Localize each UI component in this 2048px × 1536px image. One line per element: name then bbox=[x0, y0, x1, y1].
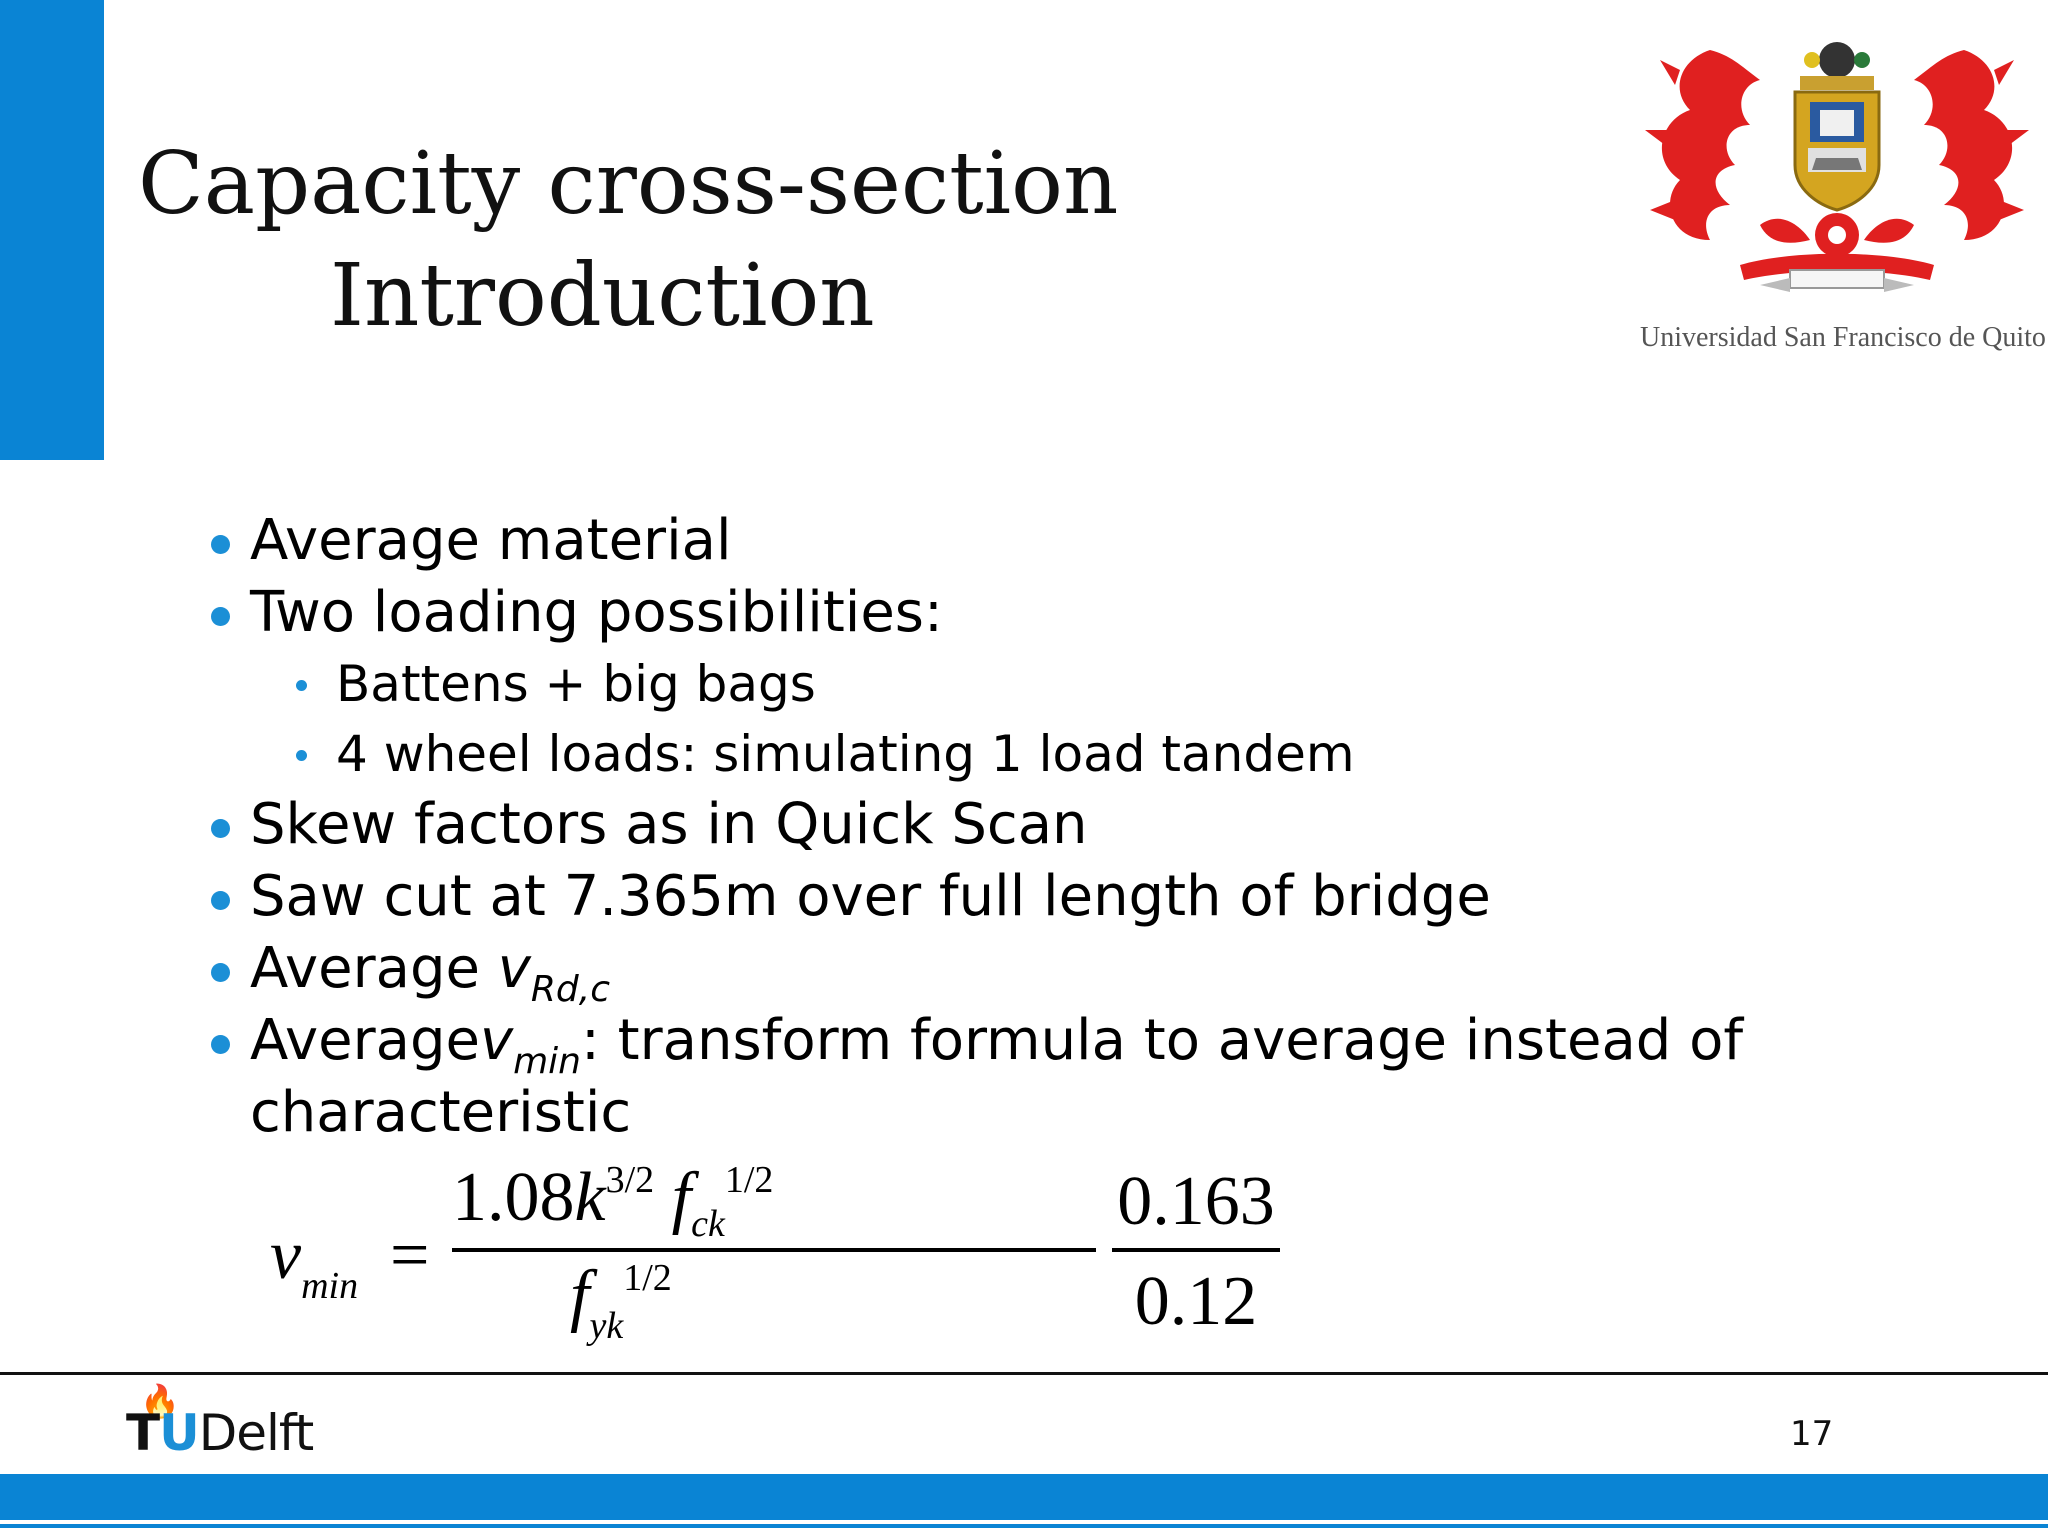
left-accent-bar bbox=[0, 0, 104, 460]
page-number: 17 bbox=[1790, 1414, 1834, 1454]
bullet-text: Average bbox=[250, 936, 498, 1001]
footer-bar bbox=[0, 1474, 2048, 1520]
formula-numerator-1: $1.08k^{3/2}$ $f_{ck}^{1/2}$ bbox=[452, 1159, 774, 1245]
bullet-loading-possibilities: Two loading possibilities: bbox=[200, 577, 1820, 649]
flame-icon: 🔥 bbox=[140, 1382, 180, 1420]
bullet-saw-cut: Saw cut at 7.365m over full length of bridge bbox=[200, 861, 1820, 933]
slide-title bbox=[138, 128, 1118, 352]
dragon-crest-emblem bbox=[1640, 30, 2034, 320]
sub-bullet-battens: Battens + big bags bbox=[200, 649, 1820, 719]
bullet-average-vmin bbox=[200, 1005, 1820, 1149]
bullet-average-material: Average material bbox=[200, 505, 1820, 577]
sub-bullet-wheel-loads: 4 wheel loads: simulating 1 load tandem bbox=[200, 719, 1820, 789]
tudelft-wordmark: TUDelft bbox=[126, 1404, 314, 1462]
formula-equals: = bbox=[390, 1217, 430, 1294]
footer-divider bbox=[0, 1372, 2048, 1375]
formula-numerator-2: 0.163 bbox=[1117, 1163, 1275, 1240]
formula-lhs: $v_{min}$ bbox=[270, 1217, 359, 1307]
bullet-text-rest: : transform formula to average instead of bbox=[581, 1008, 1744, 1073]
bullet-skew-factors: Skew factors as in Quick Scan bbox=[200, 789, 1820, 861]
title-line-1: Capacity cross-section bbox=[138, 134, 1119, 234]
bullet-list bbox=[200, 505, 1820, 1149]
formula-denominator-1: $f_{yk}^{1/2}$ bbox=[570, 1257, 672, 1347]
fraction-bar-1 bbox=[452, 1248, 1096, 1252]
subscript-rdc: Rd,c bbox=[530, 969, 611, 1010]
subscript-min: min bbox=[513, 1041, 581, 1082]
university-name: Universidad San Francisco de Quito bbox=[1640, 322, 2046, 353]
formula-denominator-2: 0.12 bbox=[1134, 1263, 1258, 1340]
footer-line bbox=[0, 1524, 2048, 1528]
bullet-text-continuation: characteristic bbox=[250, 1080, 632, 1145]
bullet-average-vrdc bbox=[200, 933, 1820, 1010]
title-line-2: Introduction bbox=[330, 246, 875, 346]
fraction-bar-2 bbox=[1112, 1248, 1280, 1252]
variable-v: v bbox=[497, 936, 531, 1001]
bullet-text: Average bbox=[250, 1008, 480, 1073]
variable-v: v bbox=[479, 1008, 514, 1073]
university-logo bbox=[1640, 30, 2046, 353]
